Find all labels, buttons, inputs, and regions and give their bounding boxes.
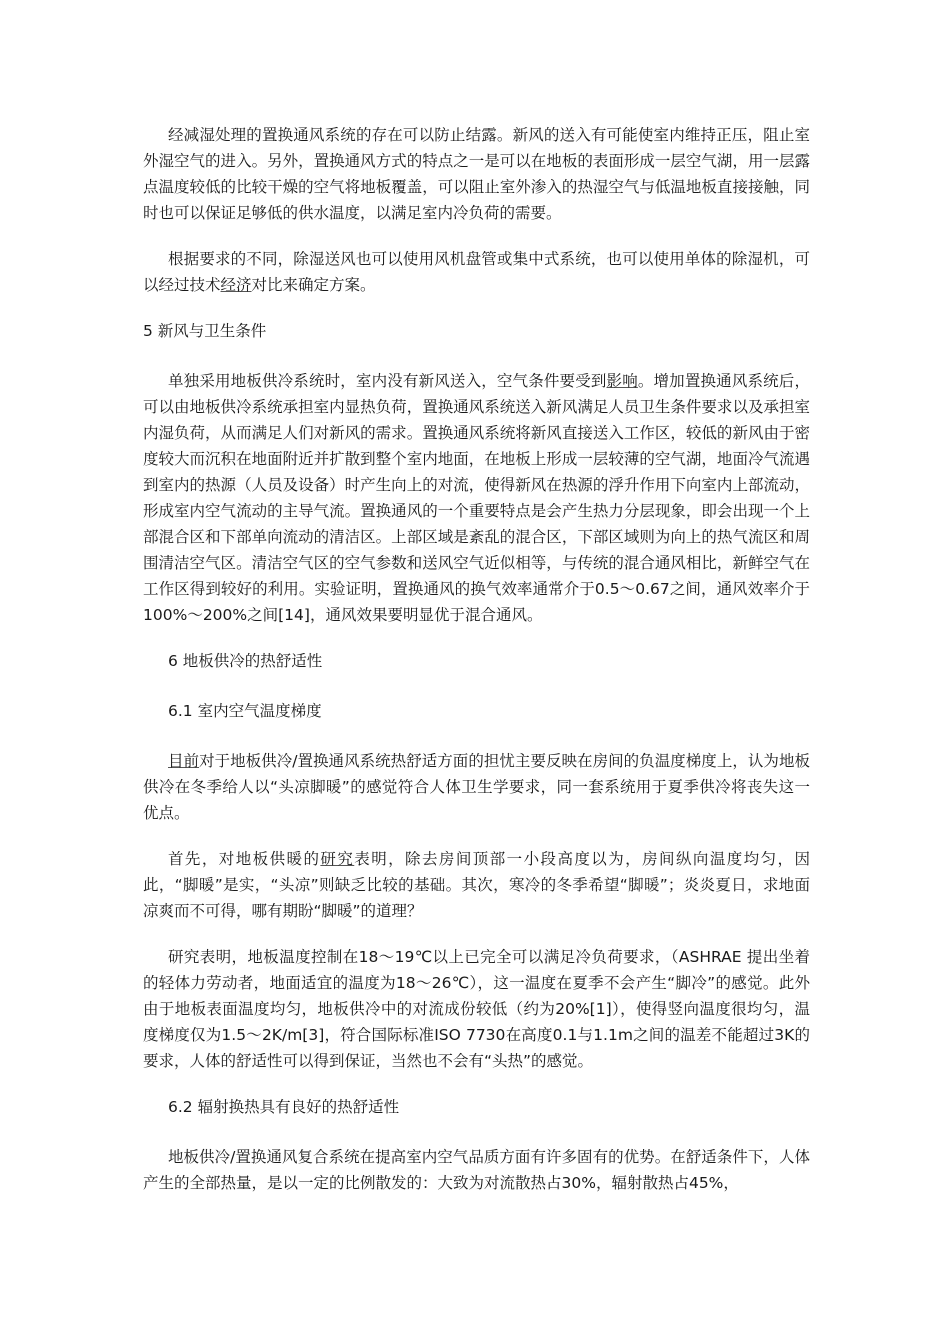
text: 表明，除去房间顶部一小段高度以为，房间纵向温度均匀，因此，“脚暖”是实，“头凉”则缺乏比较的基础。其次，寒冷的冬季希望“脚暖”；炎炎夏日，求地面凉爽而不可得，哪有期盼“脚暖”的道理？: [143, 850, 810, 920]
paragraph-floor-heating-research: [143, 846, 810, 924]
paragraph-floor-temperature: 研究表明，地板温度控制在18～19℃以上已完全可以满足冷负荷要求，（ASHRAE 提出坐着的轻体力劳动者，地面适宜的温度为18～26℃），这一温度在夏季不会产生“脚冷”的感觉。此外由于地板表面温度均匀，地板供冷中的对流成份较低（约为20%[1]），使得竖向温度很均匀，温度梯度仅为1.5～2K/m[3]，符合国际标准ISO 7730在高度0.1与1.1m之间的温差不能超过3K的要求，人体的舒适性可以得到保证，当然也不会有“头热”的感觉。: [143, 948, 810, 1070]
section-heading-6-1: 6.1 室内空气温度梯度: [168, 702, 322, 720]
section-heading-6-2: 6.2 辐射换热具有良好的热舒适性: [168, 1098, 400, 1116]
text: 根据要求的不同，除湿送风也可以使用风机盘管或集中式系统，也可以使用单体的除湿机，可以经过技术: [143, 250, 810, 294]
paragraph-radiant-comfort: 地板供冷/置换通风复合系统在提高室内空气品质方面有许多固有的优势。在舒适条件下，人体产生的全部热量，是以一定的比例散发的：大致为对流散热占30%，辐射散热占45%，: [143, 1148, 810, 1192]
section-heading-6: 6 地板供冷的热舒适性: [168, 652, 323, 670]
text: 。增加置换通风系统后，可以由地板供冷系统承担室内显热负荷，置换通风系统送入新风满足人员卫生条件要求以及承担室内湿负荷，从而满足人们对新风的需求。置换通风系统将新风直接送入工作区，较低的新风由于密度较大而沉积在地面附近并扩散到整个室内地面，在地板上形成一层较薄的空气湖，地面冷气流遇到室内的热源（人员及设备）时产生向上的对流，使得新风在热源的浮升作用下向室内上部流动，形成室内空气流动的主导气流。置换通风的一个重要特点是会产生热力分层现象，即会出现一个上部混合区和下部单向流动的清洁区。上部区域是紊乱的混合区，下部区域则为向上的热气流区和周围清洁空气区。清洁空气区的空气参数和送风空气近似相等，与传统的混合通风相比，新鲜空气在工作区得到较好的利用。实验证明，置换通风的换气效率通常介于0.5～0.67之间，通风效率介于100%～200%之间[14]，通风效果要明显优于混合通风。: [143, 372, 810, 624]
section-heading-5: 5 新风与卫生条件: [143, 322, 267, 340]
paragraph-fresh-air: [143, 368, 810, 628]
paragraph-dehumidification: 经减湿处理的置换通风系统的存在可以防止结露。新风的送入有可能使室内维持正压，阻止室外湿空气的进入。另外，置换通风方式的特点之一是可以在地板的表面形成一层空气湖，用一层露点温度较低的比较干燥的空气将地板覆盖，可以阻止室外渗入的热湿空气与低温地板直接接触，同时也可以保证足够低的供水温度，以满足室内冷负荷的需要。: [143, 126, 810, 222]
text: 对于地板供冷/置换通风系统热舒适方面的担忧主要反映在房间的负温度梯度上，认为地板供冷在冬季给人以“头凉脚暖”的感觉符合人体卫生学要求，同一套系统用于夏季供冷将丧失这一优点。: [143, 752, 810, 822]
paragraph-dehumidification-options: [143, 246, 810, 298]
text: 首先，对地板供暖的: [168, 850, 321, 868]
text: 对比来确定方案。: [251, 276, 376, 294]
text: 单独采用地板供冷系统时，室内没有新风送入，空气条件要受到: [168, 372, 607, 390]
influence-link[interactable]: 影响: [606, 372, 638, 390]
current-link[interactable]: 目前: [168, 752, 200, 770]
economy-link[interactable]: 经济: [220, 276, 252, 294]
paragraph-temperature-gradient: [143, 748, 810, 826]
research-link[interactable]: 研究: [320, 850, 355, 868]
